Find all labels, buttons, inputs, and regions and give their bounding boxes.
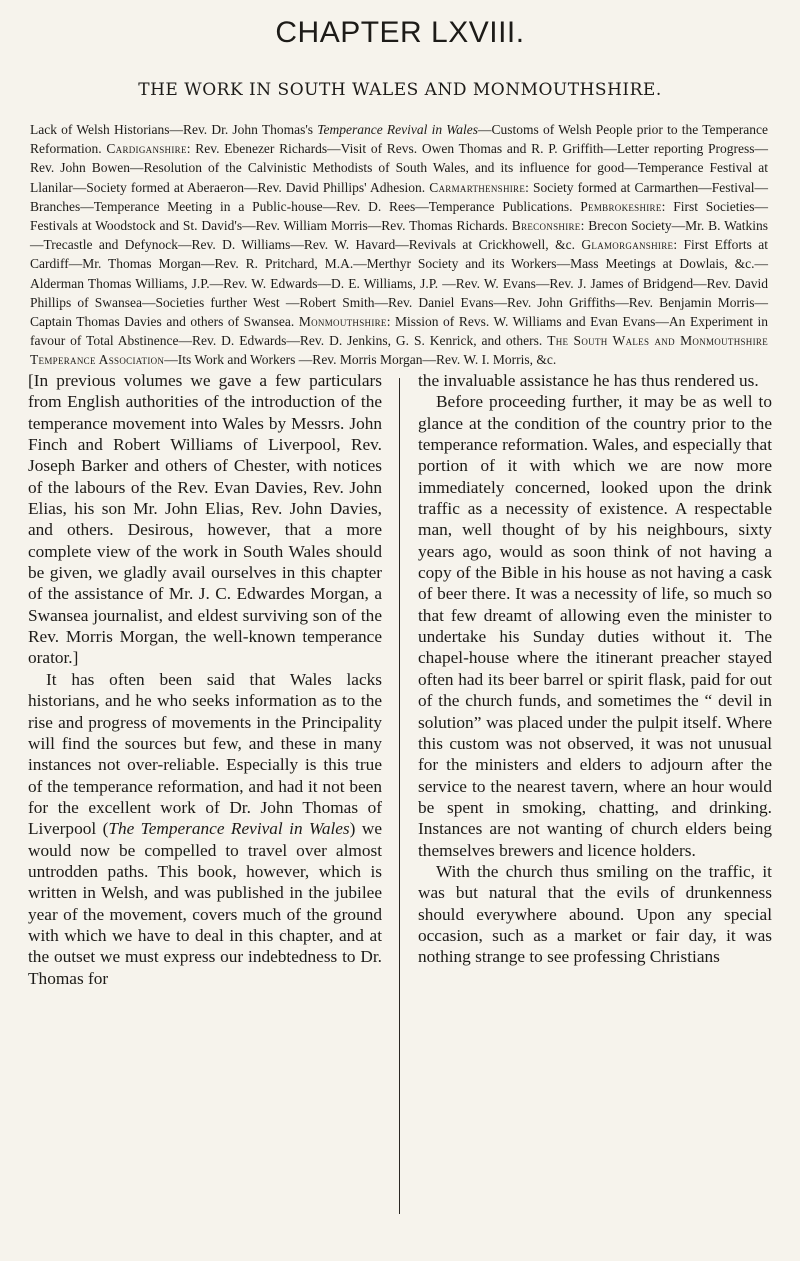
county-heading-carmarthenshire: Carmarthenshire <box>429 179 526 195</box>
paragraph-country-condition: Before proceeding further, it may be as well to glance at the condition of the country prior to the temperance reformation. Wales, and especially that portion of it with which we are now more immediately concerned, looked upon the drink traffic as a necessity of existence. A respectable man, well thought of by his neighbours, sixty years ago, would as soon think of not having a copy of the Bible in his house as not having a cask of beer there. It was a necessity of life, so much so that few dreamt of allowing even the minister to undertake his Sunday duties without it. The chapel-house where the itinerant preacher stayed often had its beer barrel or spirit flask, paid for out of the church funds, and sometimes the “ devil in solution” was placed under the pulpit itself. Where this custom was not observed, it was not unusual for the ministers and elders to adjourn after the service to the nearest tavern, where an hour would be spent in smoking, chatting, and drinking. Instances are not wanting of church elders being themselves brewers and licence holders. <box>418 392 772 860</box>
summary-book-title: Temperance Revival in Wales <box>317 122 479 137</box>
summary-text: : Rev. Ebenezer Richards—Visit of Revs. Owen Thomas and R. P. Griffith—Letter reporting Progress—Rev. John Bowen—Resolution of the Calvinistic Methodists of South Wales, and its influence for good—Temperance Festival at Llanilar—Society formed at Aberaeron—Rev. David Phillips' Adhesion. <box>30 141 768 195</box>
summary-text: : First Societies—Festivals at Woodstock and St. David's—Rev. William Morris—Rev. Thomas Richards. <box>30 198 768 234</box>
summary-text: : Society formed at Carmarthen—Festival—Branches—Temperance Meeting in a Public-house—Rev. D. Rees—Temperance Publications. <box>30 179 768 214</box>
chapter-summary <box>30 120 768 370</box>
paragraph-welsh-historians <box>28 669 382 989</box>
section-title: THE WORK IN SOUTH WALES AND MONMOUTHSHIRE. <box>138 80 662 100</box>
left-column <box>28 370 382 989</box>
paragraph-text: It has often been said that Wales lacks historians, and he who seeks information as to the rise and progress of movements in the Principality will find the sources but few, and these in many instances not over-reliable. Especially is this true of the temperance reformation, and had it not been for the excellent work of Dr. John Thomas of Liverpool ( <box>28 669 382 839</box>
association-heading: The South Wales and Monmouthshire Temperance Association <box>30 333 768 368</box>
summary-text: : Mission of Revs. W. Williams and Evan Evans—An Experiment in favour of Total Abstinence—Rev. D. Edwards—Rev. D. Jenkins, G. S. Kenrick, and others. <box>30 314 768 349</box>
column-divider <box>399 378 400 1214</box>
county-heading-pembrokeshire: Pembrokeshire <box>580 198 662 214</box>
paragraph-continuation: the invaluable assistance he has thus rendered us. <box>418 371 759 390</box>
summary-text: Lack of Welsh Historians—Rev. Dr. John Thomas's <box>30 122 318 137</box>
county-heading-breconshire: Breconshire <box>511 218 581 234</box>
county-heading-cardiganshire: Cardiganshire <box>106 141 187 157</box>
summary-text: —Customs of Welsh People prior to the Temperance Reformation. <box>30 122 768 157</box>
right-column <box>418 370 772 968</box>
book-title: The Temperance Revival in Wales <box>108 819 350 839</box>
chapter-title: CHAPTER LXVIII. <box>275 16 525 49</box>
summary-text: : Brecon Society—Mr. B. Watkins—Trecastle and Defynock—Rev. D. Williams—Rev. W. Havard—Revivals at Crickhowell, &c. <box>30 218 768 253</box>
summary-text: —Its Work and Workers —Rev. Morris Morgan—Rev. W. I. Morris, &c. <box>164 352 557 368</box>
summary-text: : First Efforts at Cardiff—Mr. Thomas Morgan—Rev. R. Pritchard, M.A.—Merthyr Society and its Workers—Mass Meetings at Dowlais, &c.—Alderman Thomas Williams, J.P.—Rev. W. Edwards—D. E. Williams, J.P. —Rev. W. Evans—Rev. J. James of Bridgend—Rev. David Phillips of Swansea—Societies further West —Robert Smith—Rev. Daniel Evans—Rev. John Griffiths—Rev. Benjamin Morris—Captain Thomas Davies and others of Swansea. <box>30 237 769 330</box>
paragraph-text: ) we would now be compelled to travel over almost untrodden paths. This book, however, which is written in Welsh, and was published in the jubilee year of the movement, covers much of the ground with which we have to deal in this chapter, and at the outset we must express our indebtedness to Dr. Thomas for <box>28 819 382 988</box>
paragraph-editorial-note: [In previous volumes we gave a few particulars from English authorities of the introduction of the temperance movement into Wales by Messrs. John Finch and Robert Williams of Liverpool, Rev. Joseph Barker and others of Chester, with notices of the labours of the Rev. Evan Davies, Rev. John Elias, his son Mr. John Elias, Rev. John Davies, and others. Desirous, however, that a more complete view of the work in South Wales should be given, we gladly avail ourselves in this chapter of the assistance of Mr. J. C. Edwardes Morgan, a Swansea journalist, and eldest surviving son of the Rev. Morris Morgan, the well-known temperance orator.] <box>28 371 382 668</box>
county-heading-monmouthshire: Monmouthshire <box>298 314 387 330</box>
paragraph-drunkenness: With the church thus smiling on the traffic, it was but natural that the evils of drunkenness should everywhere abound. Upon any special occasion, such as a market or fair day, it was nothing strange to see professing Christians <box>418 861 772 967</box>
county-heading-glamorganshire: Glamorganshire <box>581 237 674 253</box>
